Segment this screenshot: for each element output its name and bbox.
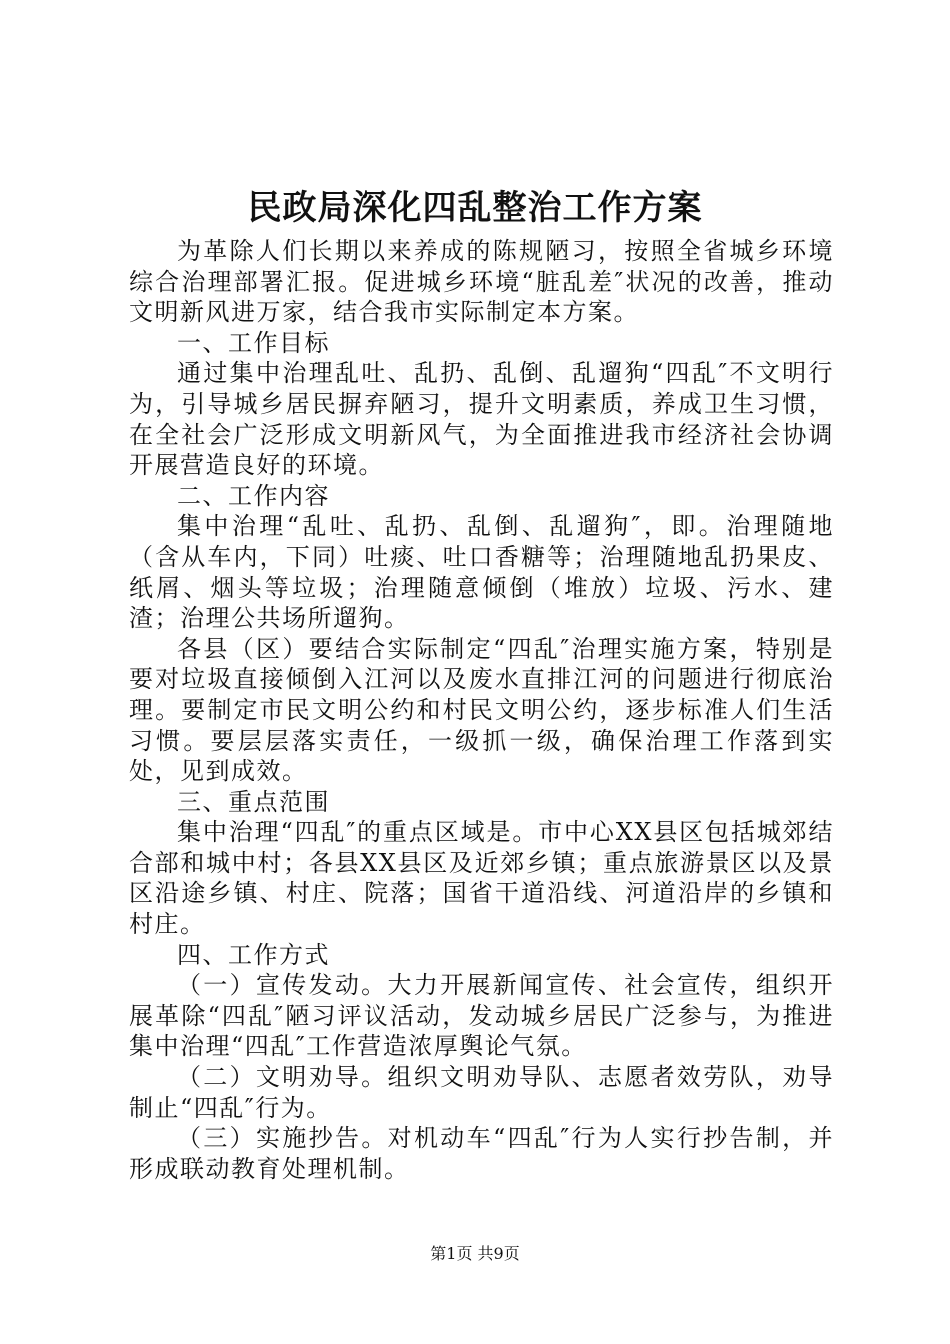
paragraph-county-plans: 各县（区）要结合实际制定“四乱″治理实施方案，特别是要对垃圾直接倾倒入江河以及废水直排江河的问题进行彻底治理。要制定市民文明公约和村民文明公约，逐步标准人们生活习惯。要层层落实责任，一级抓一级，确保治理工作落到实处，见到成效。: [129, 634, 834, 786]
heading-key-scope: 三、重点范围: [177, 787, 330, 816]
paragraph-work-content: 集中治理“乱吐、乱扔、乱倒、乱遛狗″，即。治理随地（含从车内，下同）吐痰、吐口香糖等；治理随地乱扔果皮、纸屑、烟头等垃圾；治理随意倾倒（堆放）垃圾、污水、建渣；治理公共场所遛狗。: [129, 512, 834, 633]
paragraph-intro: 为革除人们长期以来养成的陈规陋习，按照全省城乡环境综合治理部署汇报。促进城乡环境“脏乱差″状况的改善，推动文明新风进万家，结合我市实际制定本方案。: [129, 237, 834, 327]
heading-work-methods: 四、工作方式: [177, 940, 330, 969]
paragraph-key-scope: 集中治理“四乱″的重点区域是。市中心XX县区包括城郊结合部和城中村；各县XX县区及近郊乡镇；重点旅游景区以及景区沿途乡镇、村庄、院落；国省干道沿线、河道沿岸的乡镇和村庄。: [129, 818, 834, 939]
paragraph-method-persuasion: （二）文明劝导。组织文明劝导队、志愿者效劳队，劝导制止“四乱″行为。: [129, 1063, 834, 1122]
paragraph-method-notification: （三）实施抄告。对机动车“四乱″行为人实行抄告制，并形成联动教育处理机制。: [129, 1124, 834, 1183]
page-number-footer: 第1页 共9页: [430, 1244, 520, 1263]
document-body: [129, 236, 834, 1184]
heading-work-goal: 一、工作目标: [177, 328, 330, 357]
paragraph-method-publicity: （一）宣传发动。大力开展新闻宣传、社会宣传，组织开展革除“四乱″陋习评议活动，发动城乡居民广泛参与，为推进集中治理“四乱″工作营造浓厚舆论气氛。: [129, 971, 834, 1061]
paragraph-work-goal: 通过集中治理乱吐、乱扔、乱倒、乱遛狗“四乱″不文明行为，引导城乡居民摒弃陋习，提升文明素质，养成卫生习惯，在全社会广泛形成文明新风气，为全面推进我市经济社会协调开展营造良好的环境。: [129, 359, 834, 480]
heading-work-content: 二、工作内容: [177, 481, 330, 510]
document-title: 民政局深化四乱整治工作方案: [247, 188, 703, 228]
